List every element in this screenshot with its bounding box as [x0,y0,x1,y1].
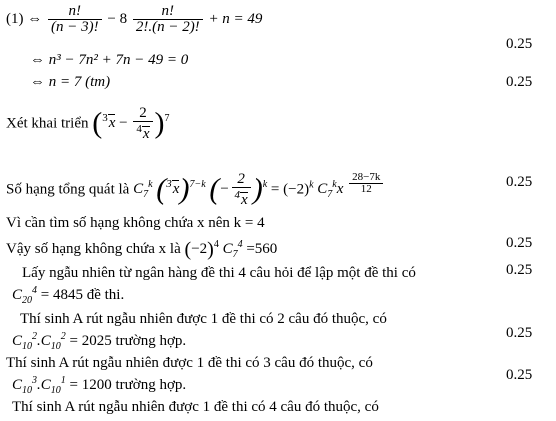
expansion-expression: ($^3$x − $\frac{2}{^4x}$ )$^7$ [92,105,170,142]
fraction-2-numerator: n! [133,4,203,20]
general-term-expression: $C_7^k$ $(^3x)^{7-k}$ (− $\frac{2}{^4x}$ )$^k$ [133,171,268,208]
eq1-prefix: (1) ⇔ [6,10,46,27]
exam-count-value: = 4845 [40,287,83,303]
case-4-line: Thí sinh A rút ngẫu nhiên được 1 đề thi có 4 câu đó thuộc, có [12,399,379,415]
score-7: 0.25 [506,367,533,383]
score-5: 0.25 [506,262,533,278]
constant-term-value: =560 [246,241,278,257]
eq1-tail: + n = 49 [208,10,263,27]
case-2-value: = 2025 [69,333,112,349]
fraction-2-denominator: 2!.(n − 2)! [135,19,200,35]
exponent-numerator: 28−7k [349,172,383,184]
eq1-middle: − 8 [107,10,128,27]
equation-line-2: ⇔ n³ − 7n² + 7n − 49 = 0 [30,52,189,68]
fraction-1-denominator: (n − 3)! [51,19,99,35]
exponent-denominator: 12 [360,183,372,195]
expansion-label: Xét khai triển [6,115,89,132]
constant-term-line: Vậy số hạng không chứa x là $(-2)^4$ $C_7^4 =560$ [6,238,278,261]
expansion-fraction: $\frac{2}{^4x}$ [133,106,152,142]
exam-bank-line: Lấy ngẫu nhiên từ ngân hàng đề thi 4 câu hỏi để lập một đề thi có [22,265,416,281]
case-3-count-line: $C_{10}^3.C_{10}^1 = 1200$ trường hợp. [12,375,187,396]
case-3-line: Thí sinh A rút ngẫu nhiên được 1 đề thi có 3 câu đó thuộc, có [6,355,373,371]
constant-term-label: Vậy số hạng không chứa x là [6,241,181,257]
score-3: 0.25 [506,174,533,190]
condition-line: Vì cần tìm số hạng không chứa x nên k = 4 [6,215,265,231]
case-3-value: = 1200 [69,377,112,393]
case-2-line: Thí sinh A rút ngẫu nhiên được 1 đề thi có 2 câu đó thuộc, có [20,311,387,327]
score-2: 0.25 [506,74,533,90]
expansion-power: 7 [164,113,170,125]
score-6: 0.25 [506,325,533,341]
general-term-line: Số hạng tổng quát là $C_7^k$ $(^3x)^{7-k}$ (− $\frac{2}{^4x}$ )$^k = (-2)^k$ $C_7^kx$ $\frac{28-7k}{12}$ [6,172,385,208]
case-3-text: trường hợp. [111,377,187,393]
fraction-1-numerator: n! [48,4,102,20]
exam-count-line: $C_{20}^4 = 4845$ đề thi. [12,285,125,306]
fraction-2 [133,4,203,35]
exam-count-text: đề thi. [82,287,125,303]
equation-line-3: ⇔ n = 7 (tm) [30,74,111,90]
score-4: 0.25 [506,235,533,251]
fraction-1 [48,4,102,35]
equation-line-1 [6,4,262,35]
case-2-count-line: $C_{10}^2.C_{10}^2 = 2025$ trường hợp. [12,331,187,352]
general-term-rhs: = (−2) [270,181,310,198]
score-1: 0.25 [506,36,533,52]
general-term-exponent [349,172,383,195]
expansion-line [6,106,170,142]
case-2-text: trường hợp. [111,333,187,349]
general-term-label: Số hạng tổng quát là [6,181,130,198]
